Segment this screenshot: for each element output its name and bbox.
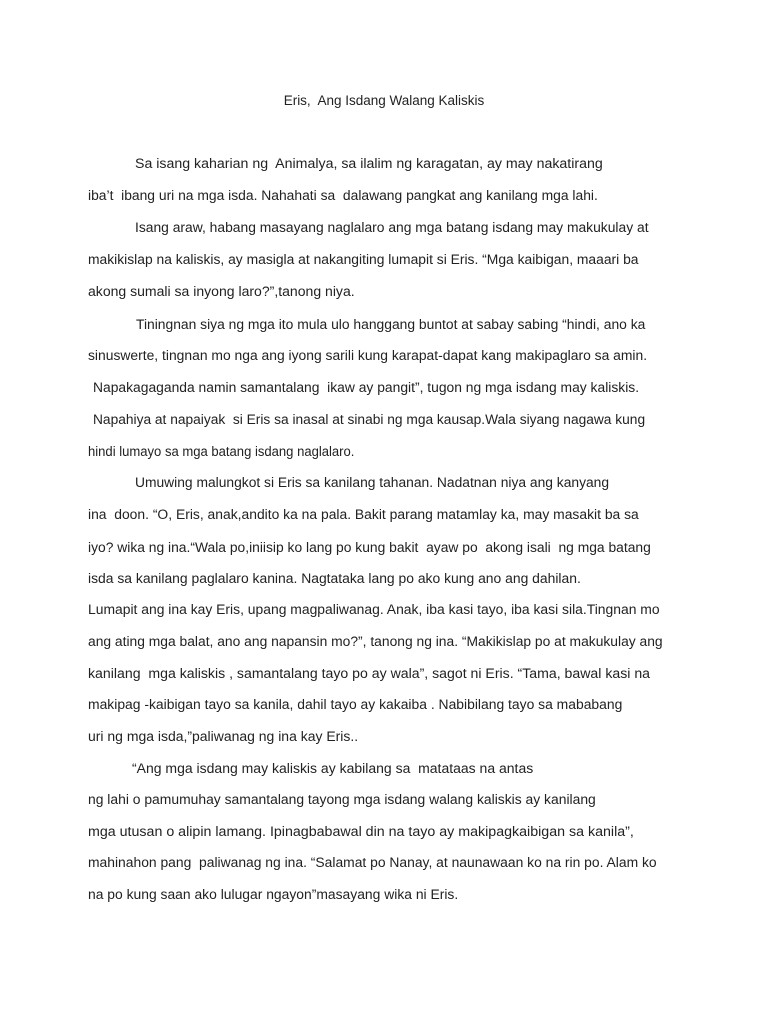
text-line: hindi lumayo sa mga batang isdang naglalaro. [88,444,355,459]
text-line: kanilang mga kaliskis , samantalang tayo po ay wala”, sagot ni Eris. “Tama, bawal kasi na [88,666,651,681]
text-line: Napahiya at napaiyak si Eris sa inasal at sinabi ng mga kausap.Wala siyang nagawa kung [93,412,646,427]
text-line: makipag -kaibigan tayo sa kanila, dahil tayo ay kakaiba . Nabibilang tayo sa mababang [88,697,623,712]
text-line: ina doon. “O, Eris, anak,andito ka na pala. Bakit parang matamlay ka, may masakit ba sa [88,507,639,522]
text-line: ng lahi o pamumuhay samantalang tayong mga isdang walang kaliskis ay kanilang [88,792,596,807]
text-line: Tiningnan siya ng mga ito mula ulo hanggang buntot at sabay sabing “hindi, ano ka [136,317,646,332]
text-line: isda sa kanilang paglalaro kanina. Nagtataka lang po ako kung ano ang dahilan. [88,571,581,586]
text-line: iba’t ibang uri na mga isda. Nahahati sa dalawang pangkat ang kanilang mga lahi. [88,188,598,203]
text-line: Umuwing malungkot si Eris sa kanilang tahanan. Nadatnan niya ang kanyang [135,475,610,490]
text-line: Isang araw, habang masayang naglalaro ang mga batang isdang may makukulay at [135,220,649,235]
text-line: iyo? wika ng ina.“Wala po,iniisip ko lang po kung bakit ayaw po akong isali ng mga batang [88,540,651,555]
text-line: Napakagaganda namin samantalang ikaw ay pangit”, tugon ng mga isdang may kaliskis. [93,380,640,395]
text-line: makikislap na kaliskis, ay masigla at nakangiting lumapit si Eris. “Mga kaibigan, maaari ba [88,252,639,267]
text-line: na po kung saan ako lulugar ngayon”masayang wika ni Eris. [88,887,459,902]
text-line: ang ating mga balat, ano ang napansin mo?”, tanong ng ina. “Makikislap po at makukulay ang [88,634,663,649]
text-line: akong sumali sa inyong laro?”,tanong niya. [88,284,355,299]
text-line: uri ng mga isda,”paliwanag ng ina kay Eris.. [88,729,359,744]
text-line: “Ang mga isdang may kaliskis ay kabilang sa matataas na antas [132,761,534,776]
text-line: sinuswerte, tingnan mo nga ang iyong sarili kung karapat-dapat kang makipaglaro sa amin. [88,348,648,363]
document-title: Eris, Ang Isdang Walang Kaliskis [283,93,485,108]
text-line: Sa isang kaharian ng Animalya, sa ilalim ng karagatan, ay may nakatirang [135,156,603,171]
text-line: mahinahon pang paliwanag ng ina. “Salamat po Nanay, at naunawaan ko na rin po. Alam ko [88,855,657,870]
text-line: Lumapit ang ina kay Eris, upang magpaliwanag. Anak, iba kasi tayo, iba kasi sila.Tingnan mo [88,602,660,617]
text-line: mga utusan o alipin lamang. Ipinagbabawal din na tayo ay makipagkaibigan sa kanila”, [88,824,634,839]
